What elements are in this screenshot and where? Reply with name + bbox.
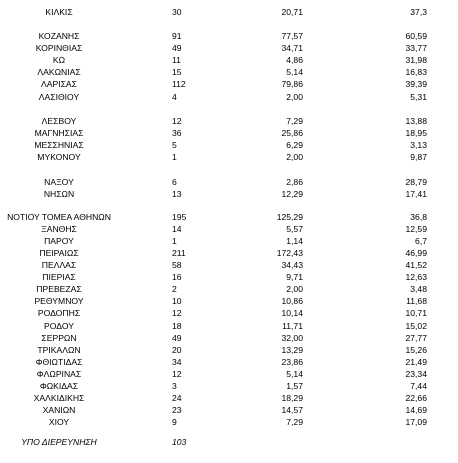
- table-row: [0, 176, 458, 188]
- region-name-cell: ΠΕΙΡΑΙΩΣ: [39, 248, 79, 258]
- cases-count-cell: 18: [172, 321, 182, 331]
- cases-count-cell: 34: [172, 357, 182, 367]
- region-name-cell: ΡΕΘΥΜΝΟΥ: [34, 296, 84, 306]
- table-row: [0, 188, 458, 200]
- region-name-cell: ΦΩΚΙΔΑΣ: [39, 381, 79, 391]
- table-row: [0, 283, 458, 295]
- rate-value-cell: 23,86: [281, 357, 303, 367]
- rate-value-cell: 6,7: [415, 236, 427, 246]
- rate-value-cell: 6,29: [286, 140, 303, 150]
- region-name-cell: ΛΑΚΩΝΙΑΣ: [37, 67, 81, 77]
- rate-value-cell: 125,29: [276, 212, 303, 222]
- rate-value-cell: 34,43: [281, 260, 303, 270]
- table-row: [0, 151, 458, 163]
- rate-value-cell: 28,79: [405, 177, 427, 187]
- table-row: [0, 259, 458, 271]
- rate-value-cell: 12,59: [405, 224, 427, 234]
- region-name-cell: ΚΟΡΙΝΘΙΑΣ: [35, 43, 83, 53]
- rate-value-cell: 77,57: [281, 31, 303, 41]
- cases-count-cell: 91: [172, 31, 182, 41]
- cases-count-cell: 58: [172, 260, 182, 270]
- cases-count-cell: 10: [172, 296, 182, 306]
- rate-value-cell: 10,71: [405, 308, 427, 318]
- cases-count-cell: 4: [172, 92, 177, 102]
- rate-value-cell: 12,29: [281, 189, 303, 199]
- rate-value-cell: 7,44: [410, 381, 427, 391]
- rate-value-cell: 79,86: [281, 79, 303, 89]
- table-row: [0, 115, 458, 127]
- rate-value-cell: 33,77: [405, 43, 427, 53]
- rate-value-cell: 13,88: [405, 116, 427, 126]
- rate-value-cell: 22,66: [405, 393, 427, 403]
- cases-count-cell: 49: [172, 333, 182, 343]
- table-row: [0, 211, 458, 223]
- rate-value-cell: 13,29: [281, 345, 303, 355]
- cases-count-cell: 9: [172, 417, 177, 427]
- region-name-cell: ΡΟΔΟΥ: [44, 321, 74, 331]
- cases-count-cell: 103: [172, 437, 187, 447]
- rate-value-cell: 18,29: [281, 393, 303, 403]
- region-name-cell: ΦΛΩΡΙΝΑΣ: [36, 369, 82, 379]
- rate-value-cell: [240, 436, 303, 448]
- rate-value-cell: 5,14: [286, 369, 303, 379]
- cases-count-cell: 3: [172, 381, 177, 391]
- rate-value-cell: 21,49: [405, 357, 427, 367]
- rate-value-cell: 16,83: [405, 67, 427, 77]
- rate-value-cell: 12,63: [405, 272, 427, 282]
- rate-value-cell: 2,00: [286, 152, 303, 162]
- region-name-cell: ΣΕΡΡΩΝ: [41, 333, 77, 343]
- rate-value-cell: 1,57: [286, 381, 303, 391]
- table-row: [0, 223, 458, 235]
- cases-count-cell: 23: [172, 405, 182, 415]
- table-row: [0, 307, 458, 319]
- rate-value-cell: 17,09: [405, 417, 427, 427]
- rate-value-cell: [360, 436, 427, 448]
- region-name-cell: ΝΑΞΟΥ: [44, 177, 74, 187]
- rate-value-cell: 23,34: [405, 369, 427, 379]
- cases-count-cell: 15: [172, 67, 182, 77]
- rate-value-cell: 18,95: [405, 128, 427, 138]
- region-name-cell: ΜΑΓΝΗΣΙΑΣ: [34, 128, 84, 138]
- table-row: [0, 320, 458, 332]
- region-name-cell: ΛΕΣΒΟΥ: [41, 116, 77, 126]
- rate-value-cell: 25,86: [281, 128, 303, 138]
- cases-count-cell: 5: [172, 140, 177, 150]
- region-name-cell: ΧΑΝΙΩΝ: [42, 405, 76, 415]
- rate-value-cell: 17,41: [405, 189, 427, 199]
- cases-count-cell: 1: [172, 236, 177, 246]
- cases-count-cell: 195: [172, 212, 187, 222]
- rate-value-cell: 3,48: [410, 284, 427, 294]
- rate-value-cell: 60,59: [405, 31, 427, 41]
- rate-value-cell: 2,00: [286, 92, 303, 102]
- rate-value-cell: 7,29: [286, 417, 303, 427]
- table-row: [0, 332, 458, 344]
- cases-count-cell: 2: [172, 284, 177, 294]
- rate-value-cell: 37,3: [410, 7, 427, 17]
- cases-count-cell: 49: [172, 43, 182, 53]
- rate-value-cell: 15,02: [405, 321, 427, 331]
- rate-value-cell: 10,14: [281, 308, 303, 318]
- rate-value-cell: 5,31: [410, 92, 427, 102]
- rate-value-cell: 46,99: [405, 248, 427, 258]
- table-row: [0, 344, 458, 356]
- rate-value-cell: 4,86: [286, 55, 303, 65]
- cases-count-cell: 12: [172, 369, 182, 379]
- rate-value-cell: 39,39: [405, 79, 427, 89]
- region-name-cell: ΥΠΟ ΔΙΕΡΕΥΝΗΣΗ: [21, 437, 97, 447]
- rate-value-cell: 14,57: [281, 405, 303, 415]
- region-name-cell: ΝΗΣΩΝ: [43, 189, 75, 199]
- table-row: [0, 247, 458, 259]
- cases-count-cell: 6: [172, 177, 177, 187]
- cases-count-cell: 12: [172, 308, 182, 318]
- region-name-cell: ΝΟΤΙΟΥ ΤΟΜΕΑ ΑΘΗΝΩΝ: [7, 212, 111, 222]
- region-name-cell: ΠΕΛΛΑΣ: [41, 260, 77, 270]
- table-row: [0, 66, 458, 78]
- region-name-cell: ΧΑΛΚΙΔΙΚΗΣ: [33, 393, 85, 403]
- table-row: [0, 380, 458, 392]
- rate-value-cell: 27,77: [405, 333, 427, 343]
- rate-value-cell: 2,00: [286, 284, 303, 294]
- rate-value-cell: 5,14: [286, 67, 303, 77]
- region-name-cell: ΞΑΝΘΗΣ: [41, 224, 77, 234]
- table-row: [0, 271, 458, 283]
- rate-value-cell: 9,71: [286, 272, 303, 282]
- rate-value-cell: 32,00: [281, 333, 303, 343]
- region-name-cell: ΠΙΕΡΙΑΣ: [42, 272, 76, 282]
- cases-count-cell: 16: [172, 272, 182, 282]
- cases-count-cell: 20: [172, 345, 182, 355]
- cases-count-cell: 36: [172, 128, 182, 138]
- rate-value-cell: 15,26: [405, 345, 427, 355]
- table-row: [0, 127, 458, 139]
- rate-value-cell: 11,68: [406, 296, 427, 306]
- table-row: [0, 235, 458, 247]
- region-name-cell: ΚΟΖΑΝΗΣ: [38, 31, 80, 41]
- region-name-cell: ΦΘΙΩΤΙΔΑΣ: [35, 357, 83, 367]
- region-name-cell: ΠΡΕΒΕΖΑΣ: [36, 284, 82, 294]
- cases-count-cell: 13: [172, 189, 182, 199]
- region-name-cell: ΛΑΡΙΣΑΣ: [41, 79, 77, 89]
- rate-value-cell: 10,86: [281, 296, 303, 306]
- rate-value-cell: 11,71: [282, 321, 303, 331]
- region-name-cell: ΚΩ: [52, 55, 66, 65]
- table-row: [0, 436, 458, 448]
- cases-count-cell: 14: [172, 224, 182, 234]
- rate-value-cell: 5,57: [286, 224, 303, 234]
- table-row: [0, 6, 458, 18]
- table-row: [0, 392, 458, 404]
- region-name-cell: ΚΙΛΚΙΣ: [45, 7, 73, 17]
- region-name-cell: ΠΑΡΟΥ: [44, 236, 74, 246]
- region-name-cell: ΛΑΣΙΘΙΟΥ: [38, 92, 80, 102]
- rate-value-cell: 41,52: [405, 260, 427, 270]
- rate-value-cell: 3,13: [410, 140, 427, 150]
- table-row: [0, 54, 458, 66]
- table-row: [0, 78, 458, 90]
- cases-count-cell: 211: [172, 248, 186, 258]
- region-name-cell: ΜΥΚΟΝΟΥ: [37, 152, 81, 162]
- region-name-cell: ΜΕΣΣΗΝΙΑΣ: [34, 140, 84, 150]
- rate-value-cell: 20,71: [281, 7, 303, 17]
- rate-value-cell: 2,86: [286, 177, 303, 187]
- table-row: [0, 42, 458, 54]
- cases-count-cell: 1: [172, 152, 177, 162]
- table-row: [0, 30, 458, 42]
- cases-count-cell: 11: [172, 55, 181, 65]
- table-row: [0, 91, 458, 103]
- rate-value-cell: 36,8: [410, 212, 427, 222]
- table-row: [0, 404, 458, 416]
- table-row: [0, 295, 458, 307]
- table-row: [0, 139, 458, 151]
- cases-count-cell: 112: [172, 79, 186, 89]
- rate-value-cell: 172,43: [276, 248, 303, 258]
- cases-count-cell: 30: [172, 7, 182, 17]
- region-name-cell: ΡΟΔΟΠΗΣ: [37, 308, 81, 318]
- rate-value-cell: 1,14: [286, 236, 303, 246]
- table-row: [0, 416, 458, 428]
- region-name-cell: ΤΡΙΚΑΛΩΝ: [37, 345, 81, 355]
- cases-count-cell: 12: [172, 116, 182, 126]
- rate-value-cell: 31,98: [405, 55, 427, 65]
- table-row: [0, 368, 458, 380]
- cases-count-cell: 24: [172, 393, 182, 403]
- rate-value-cell: 9,87: [410, 152, 427, 162]
- table-row: [0, 356, 458, 368]
- rate-value-cell: 34,71: [281, 43, 303, 53]
- region-name-cell: ΧΙΟΥ: [48, 417, 70, 427]
- rate-value-cell: 14,69: [405, 405, 427, 415]
- rate-value-cell: 7,29: [286, 116, 303, 126]
